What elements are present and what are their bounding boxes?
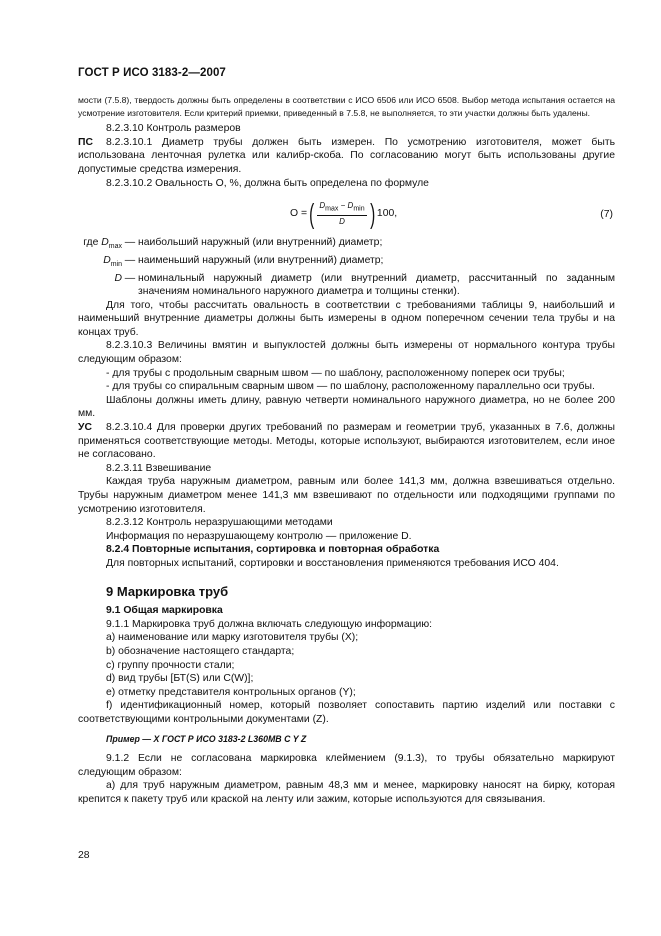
clause-9-1-2: 9.1.2 Если не согласована маркировка клеймением (9.1.3), то трубы обязательно маркируют следующим образом: <box>78 753 615 778</box>
list-item: e) отметку представителя контрольных органов (Y); <box>106 686 356 698</box>
clause-8-2-4: 8.2.4 Повторные испытания, сортировка и повторная обработка <box>106 544 440 556</box>
ndt-paragraph: Информация по неразрушающему контролю — приложение D. <box>106 530 412 542</box>
list-item: b) обозначение настоящего стандарта; <box>106 645 295 657</box>
clause-9-1: 9.1 Общая маркировка <box>106 605 223 617</box>
ovality-paragraph: Для того, чтобы рассчитать овальность в соответствии с требованиями таблицы 9, наибольший и наименьший внутренние диаметры должны быть измерены в одном поперечном сечении тела трубы и на концах труб. <box>78 299 615 338</box>
clause-8-2-3-11: 8.2.3.11 Взвешивание <box>106 462 212 474</box>
definition-row: где $D_{max}$ — наибольший наружный (или внутренний) диаметр; <box>83 237 383 251</box>
bullet-longitudinal: - для трубы с продольным сварным швом — по шаблону, расположенному поперек оси трубы; <box>106 367 565 379</box>
clause-8-2-3-10-3: 8.2.3.10.3 Величины вмятин и выпуклостей должны быть измерены от нормального контура трубы следующим образом: <box>78 340 615 366</box>
left-paren-icon: ( <box>309 198 315 230</box>
definitions-list <box>78 236 615 299</box>
ps-marker: ПС <box>78 136 93 148</box>
continued-paragraph: мости (7.5.8), твердость должны быть определены в соответствии с ИСО 6506 или ИСО 6508. Выбор метода испытания остается на усмотрение изготовителя. Если критерий приемки, приведенный в 7.5.8, не выполняется, то эти участки должны быть удалены. <box>78 95 615 118</box>
page-header: ГОСТ Р ИСО 3183-2—2007 <box>78 67 226 79</box>
clause-8-2-3-10-4: УС 8.2.3.10.4 Для проверки других требований по размерам и геометрии труб, указанных в 7.6, должны применяться соответствующие методы. Методы, которые используют, выбираются изготовителем, если иное не согласовано. <box>78 422 615 461</box>
retest-paragraph: Для повторных испытаний, сортировки и восстановления применяются требования ИСО 404. <box>106 557 559 569</box>
clause-9-1-2-a: а) для труб наружным диаметром, равным 48,3 мм и менее, маркировку наносят на бирку, которая крепится к пакету труб или краской на ленту или зажим, которые используются для связывания. <box>78 780 615 805</box>
us-marker: УС <box>78 422 92 434</box>
clause-9-1-1: 9.1.1 Маркировка труб должна включать следующую информацию: <box>106 618 433 630</box>
formula-fraction: $\frac{D_{max} - D_{min}}{D}$ <box>319 200 365 227</box>
list-item: d) вид трубы [БТ(S) или C(W)]; <box>106 673 254 685</box>
document-body <box>78 94 615 806</box>
definition-row: D — номинальный наружный диаметр (или внутренний диаметр, рассчитанный по заданным значениям номинального наружного диаметра и толщины стенки). <box>114 272 615 298</box>
right-paren-icon: ) <box>369 198 375 230</box>
formula-factor: 100, <box>376 208 398 220</box>
list-item: а) наименование или марку изготовителя трубы (X); <box>106 632 359 644</box>
clause-8-2-3-10-2: 8.2.3.10.2 Овальность O, %, должна быть определена по формуле <box>106 177 429 189</box>
definition-row: $D_{min}$ — наименьший наружный (или внутренний) диаметр; <box>103 254 384 268</box>
list-item: f) идентификационный номер, который позволяет сопоставить партию изделий или поставки с соответствующими контрольными документами (Z). <box>78 700 615 725</box>
clause-8-2-3-10: 8.2.3.10 Контроль размеров <box>106 123 241 135</box>
clause-8-2-3-10-1: ПС 8.2.3.10.1 Диаметр трубы должен быть измерен. По усмотрению изготовителя, может быть использована ленточная рулетка или калибр-скоба. По согласованию могут быть использованы другие допустимые средства измерения. <box>78 136 615 175</box>
section-9-title: 9 Маркировка труб <box>106 583 229 599</box>
list-item: c) группу прочности стали; <box>106 659 235 671</box>
clause-8-2-3-12: 8.2.3.12 Контроль неразрушающими методами <box>106 517 333 529</box>
weighing-paragraph: Каждая труба наружным диаметром, равным или более 141,3 мм, должна взвешиваться отдельно. Трубы наружным диаметром менее 141,3 мм взвешивают по отдельности или подходящими группами по усмотрению изготовителя. <box>78 476 615 515</box>
equation-number: (7) <box>600 209 613 221</box>
marking-example: Пример — X ГОСТ Р ИСО 3183-2 L360MB C Y Z <box>106 733 307 744</box>
templates-paragraph: Шаблоны должны иметь длину, равную четверти номинального наружного диаметра, но не более 200 мм. <box>78 394 615 420</box>
ovality-formula <box>78 196 615 232</box>
formula-lhs: O = <box>290 208 308 220</box>
bullet-spiral: - для трубы со спиральным сварным швом — по шаблону, расположенному параллельно оси трубы. <box>106 381 595 393</box>
page-number: 28 <box>78 850 90 861</box>
